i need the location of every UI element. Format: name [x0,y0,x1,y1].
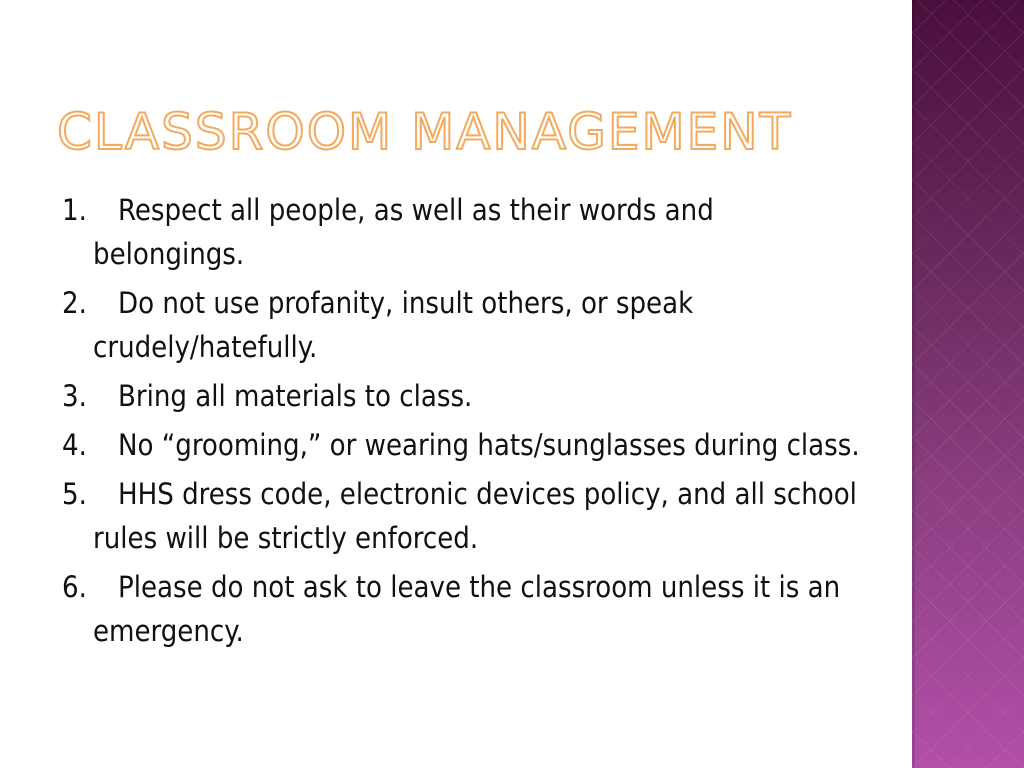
rule-item [62,188,862,276]
slide-title: CLASSROOM MANAGEMENT [57,103,793,161]
rule-item [62,423,862,467]
rule-item [62,281,862,369]
rule-number: 5. [62,477,87,511]
rule-text: Bring all materials to class. [118,379,473,413]
band-edge [912,0,915,768]
rule-number: 4. [62,428,87,462]
rule-number: 2. [62,286,87,320]
rule-number: 3. [62,379,87,413]
rule-item [62,472,862,560]
rule-text: Please do not ask to leave the classroom unless it is an emergency. [93,570,841,648]
decorative-side-band [912,0,1024,768]
rule-number: 6. [62,570,87,604]
rule-number: 1. [62,193,87,227]
rule-text: Do not use profanity, insult others, or speak crudely/hatefully. [93,286,694,364]
rule-item [62,565,862,653]
rule-text: Respect all people, as well as their words and belongings. [93,193,714,271]
rule-text: No “grooming,” or wearing hats/sunglasses during class. [118,428,860,462]
rule-item [62,374,862,418]
rules-list [62,188,862,658]
rule-text: HHS dress code, electronic devices policy, and all school rules will be strictly enforced. [93,477,857,555]
diamond-pattern [912,0,1024,768]
